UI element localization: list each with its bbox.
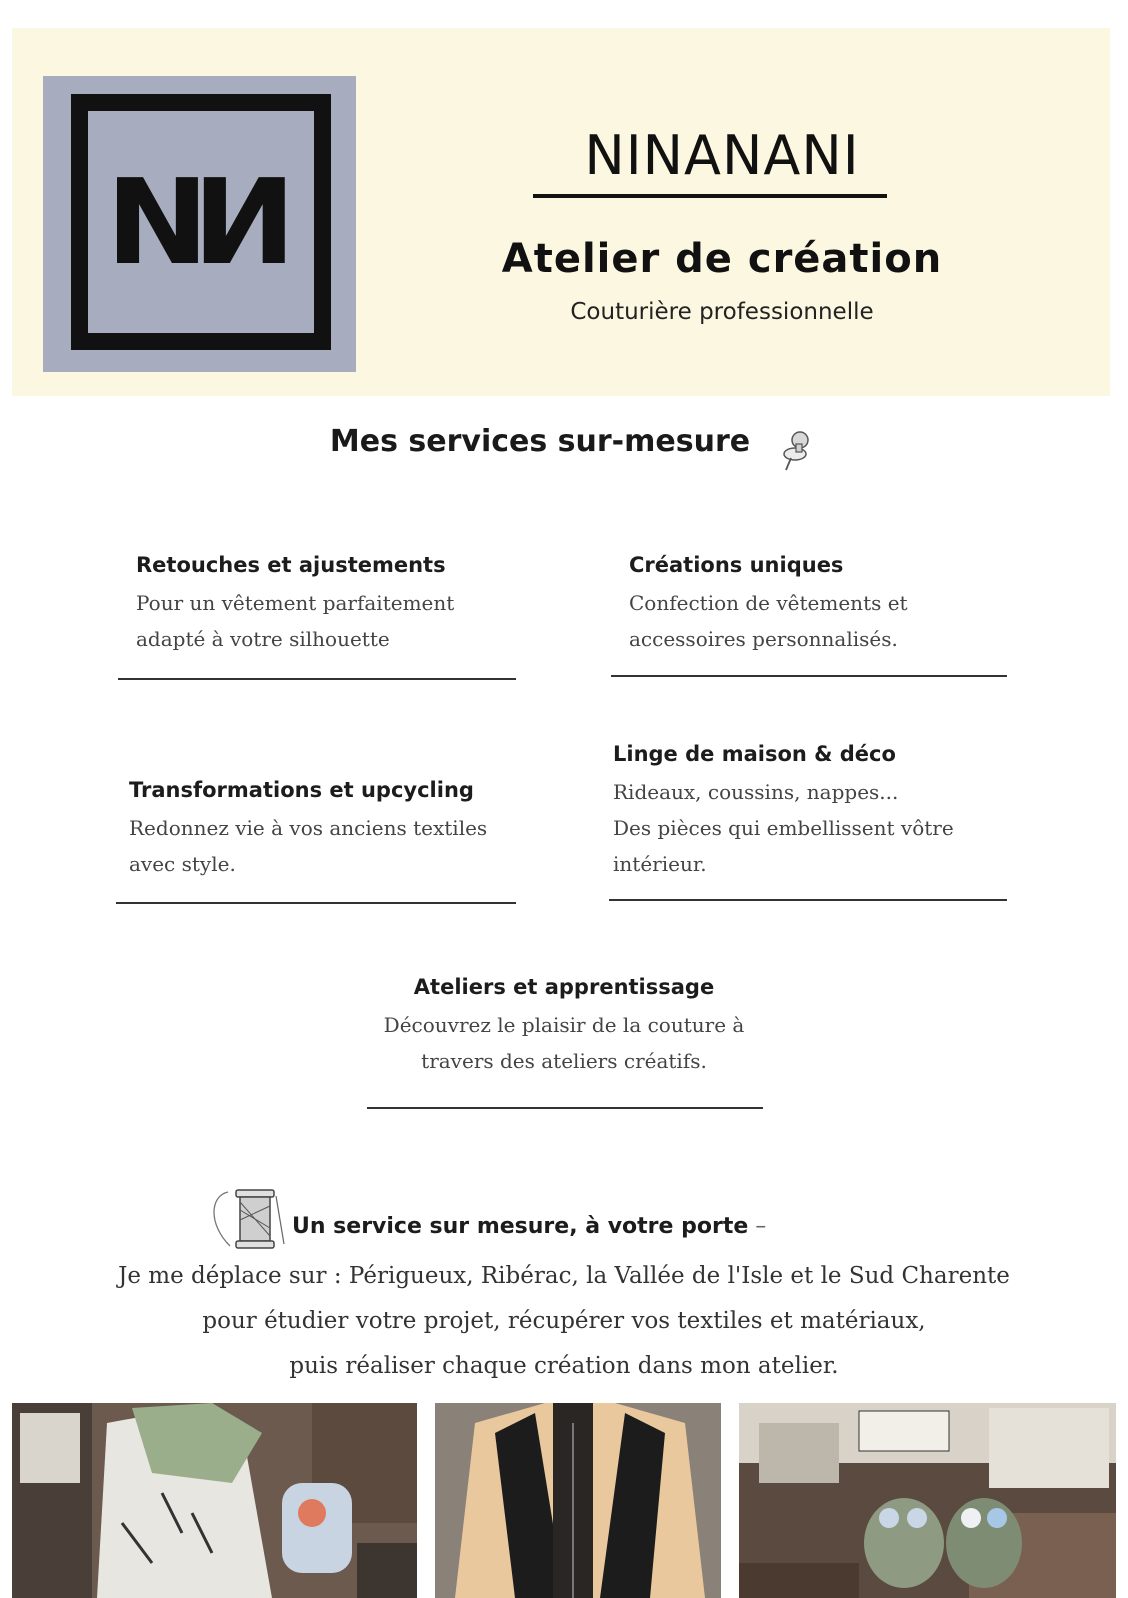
service-description: Redonnez vie à vos anciens textiles avec style. bbox=[129, 816, 488, 876]
travel-line: Je me déplace sur : Périgueux, Ribérac, la Vallée de l'Isle et le Sud Charente bbox=[118, 1263, 1010, 1289]
divider bbox=[609, 899, 1007, 901]
service-title: Retouches et ajustements bbox=[136, 553, 446, 577]
brand-underline bbox=[533, 194, 887, 198]
pushpin-icon bbox=[780, 428, 816, 474]
logo-monogram: N N bbox=[105, 153, 297, 291]
divider bbox=[118, 678, 516, 680]
service-title: Linge de maison & déco bbox=[613, 742, 896, 766]
tagline: Couturière professionnelle bbox=[570, 299, 874, 325]
service-retouches bbox=[136, 553, 536, 657]
logo bbox=[43, 76, 356, 372]
service-title: Créations uniques bbox=[629, 553, 844, 577]
travel-line: puis réaliser chaque création dans mon atelier. bbox=[289, 1353, 839, 1379]
service-description: Découvrez le plaisir de la couture à travers des ateliers créatifs. bbox=[383, 1013, 745, 1073]
service-description: Pour un vêtement parfaitement adapté à votre silhouette bbox=[136, 591, 455, 651]
subtitle: Atelier de création bbox=[501, 236, 943, 282]
service-description: Confection de vêtements et accessoires personnalisés. bbox=[629, 591, 908, 651]
logo-frame bbox=[71, 94, 331, 350]
service-title: Ateliers et apprentissage bbox=[413, 975, 715, 999]
divider bbox=[116, 902, 516, 904]
divider bbox=[367, 1107, 763, 1109]
service-ateliers bbox=[314, 975, 814, 1079]
service-upcycling bbox=[129, 778, 569, 882]
divider bbox=[611, 675, 1007, 677]
brand-name: NINANANI bbox=[584, 124, 860, 187]
service-description: Rideaux, coussins, nappes... Des pièces qui embellissent vôtre intérieur. bbox=[613, 780, 954, 876]
travel-heading: Un service sur mesure, à votre porte – bbox=[292, 1214, 767, 1239]
travel-text bbox=[40, 1254, 1088, 1389]
upcycled-jacket-photo bbox=[12, 1403, 417, 1598]
travel-line: pour étudier votre projet, récupérer vos textiles et matériaux, bbox=[202, 1308, 926, 1334]
header-banner bbox=[12, 28, 1110, 396]
black-beige-jacket-photo bbox=[435, 1403, 721, 1598]
services-title: Mes services sur-mesure bbox=[329, 424, 751, 459]
service-title: Transformations et upcycling bbox=[129, 778, 474, 802]
owl-cushions-photo bbox=[739, 1403, 1116, 1598]
thread-spool-icon bbox=[206, 1184, 286, 1256]
service-creations bbox=[629, 553, 1029, 657]
service-linge bbox=[613, 742, 1033, 882]
